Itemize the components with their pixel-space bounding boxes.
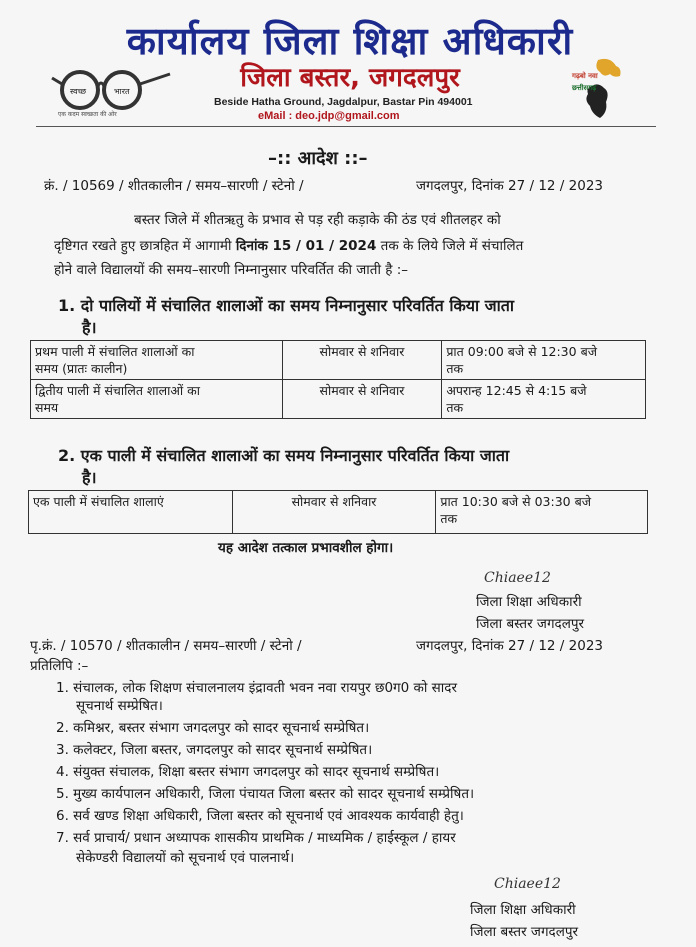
- copy-item-7-cont: सेकेण्डरी विद्यालयों को सूचनार्थ एवं पालनार्थ।: [76, 850, 295, 866]
- order-ref-number: क्रं. / 10569 / शीतकालीन / समय–सारणी / स्टेनो /: [44, 178, 304, 194]
- state-map-icon: [570, 56, 636, 122]
- intro-line-2-end: तक के लिये जिले में संचालित: [380, 238, 524, 254]
- section-2-heading-cont: है।: [82, 468, 97, 487]
- copy-item-7: 7. सर्व प्राचार्य/ प्रधान अध्यापक शासकीय प्राथमिक / माध्यमिक / हाईस्कूल / हायर: [56, 830, 456, 846]
- signature-1-title: जिला शिक्षा अधिकारी: [476, 594, 582, 610]
- section-2-heading: 2. एक पाली में संचालित शालाओं का समय निम्नानुसार परिवर्तित किया जाता: [58, 446, 510, 465]
- office-email: eMail : deo.jdp@gmail.com: [258, 110, 400, 122]
- spectacles-icon: [46, 68, 176, 112]
- table-cell: सोमवार से शनिवार: [282, 380, 442, 419]
- logo-word-bharat: भारत: [114, 87, 130, 96]
- logo-word-swachh: स्वच्छ: [70, 87, 87, 96]
- copy-item-4: 4. संयुक्त संचालक, शिक्षा बस्तर संभाग जगदलपुर को सादर सूचनार्थ सम्प्रेषित।: [56, 764, 440, 780]
- table-cell: सोमवार से शनिवार: [232, 491, 436, 534]
- table-row: [31, 341, 646, 380]
- table-cell: प्रथम पाली में संचालित शालाओं का समय (प्रातः कालीन): [31, 341, 283, 380]
- intro-line-2: [54, 236, 523, 254]
- logo-line-1: गढ़बो नवा: [572, 72, 598, 80]
- section-1-heading: 1. दो पालियों में संचालित शालाओं का समय निम्नानुसार परिवर्तित किया जाता: [58, 296, 515, 315]
- copy-item-2: 2. कमिश्नर, बस्तर संभाग जगदलपुर को सादर सूचनार्थ सम्प्रेषित।: [56, 720, 370, 736]
- intro-line-3: होने वाले विद्यालयों की समय–सारणी निम्नानुसार परिवर्तित की जाती है :–: [54, 262, 409, 278]
- table-one-shift: [28, 490, 648, 534]
- table-cell: एक पाली में संचालित शालाएं: [29, 491, 233, 534]
- order-heading: –:: आदेश ::–: [268, 148, 368, 169]
- table-two-shift: [30, 340, 646, 419]
- office-address: Beside Hatha Ground, Jagdalpur, Bastar Pin 494001: [214, 96, 473, 108]
- signature-1-office: जिला बस्तर जगदलपुर: [476, 616, 585, 632]
- order-place-date: जगदलपुर, दिनांक 27 / 12 / 2023: [416, 178, 603, 194]
- signature-1: Chiaee12: [484, 570, 551, 586]
- copy-item-1: 1. संचालक, लोक शिक्षण संचालनालय इंद्रावती भवन नवा रायपुर छ0ग0 को सादर: [56, 680, 457, 696]
- intro-line-2-start: दृष्टिगत रखते हुए छात्रहित में आगामी: [54, 238, 232, 254]
- table-cell: सोमवार से शनिवार: [282, 341, 442, 380]
- endorsement-place-date: जगदलपुर, दिनांक 27 / 12 / 2023: [416, 638, 603, 654]
- table-cell: अपरान्ह 12:45 से 4:15 बजे तक: [442, 380, 646, 419]
- table-cell: द्वितीय पाली में संचालित शालाओं का समय: [31, 380, 283, 419]
- logo-line-2: छत्तीसगढ़: [572, 84, 597, 92]
- copy-item-6: 6. सर्व खण्ड शिक्षा अधिकारी, जिला बस्तर को सूचनार्थ एवं आवश्यक कार्यवाही हेतु।: [56, 808, 464, 824]
- table-cell: प्रात 09:00 बजे से 12:30 बजे तक: [442, 341, 646, 380]
- intro-line-1: बस्तर जिले में शीतऋतु के प्रभाव से पड़ रही कड़ाके की ठंड एवं शीतलहर को: [134, 212, 501, 228]
- header-divider: [36, 126, 656, 127]
- table-row: [29, 491, 648, 534]
- signature-2-title: जिला शिक्षा अधिकारी: [470, 902, 576, 918]
- section-1-heading-cont: है।: [82, 318, 97, 337]
- copy-item-3: 3. कलेक्टर, जिला बस्तर, जगदलपुर को सादर सूचनार्थ सम्प्रेषित।: [56, 742, 373, 758]
- effect-note: यह आदेश तत्काल प्रभावशील होगा।: [218, 540, 394, 556]
- logo-caption: एक कदम स्वच्छता की ओर: [58, 111, 117, 118]
- copy-label: प्रतिलिपि :–: [30, 658, 89, 674]
- table-row: [31, 380, 646, 419]
- signature-2-office: जिला बस्तर जगदलपुर: [470, 924, 579, 940]
- chhattisgarh-logo: [570, 56, 636, 122]
- office-subtitle: जिला बस्तर, जगदलपुर: [240, 63, 460, 93]
- signature-2: Chiaee12: [494, 876, 561, 892]
- intro-date: दिनांक 15 / 01 / 2024: [235, 238, 377, 254]
- copy-item-5: 5. मुख्य कार्यपालन अधिकारी, जिला पंचायत जिला बस्तर को सादर सूचनार्थ सम्प्रेषित।: [56, 786, 475, 802]
- table-cell: प्रात 10:30 बजे से 03:30 बजे तक: [436, 491, 648, 534]
- copy-item-1-cont: सूचनार्थ सम्प्रेषित।: [76, 698, 163, 714]
- office-title: कार्यालय जिला शिक्षा अधिकारी: [126, 19, 574, 63]
- endorsement-ref-number: पृ.क्रं. / 10570 / शीतकालीन / समय–सारणी / स्टेनो /: [30, 638, 302, 654]
